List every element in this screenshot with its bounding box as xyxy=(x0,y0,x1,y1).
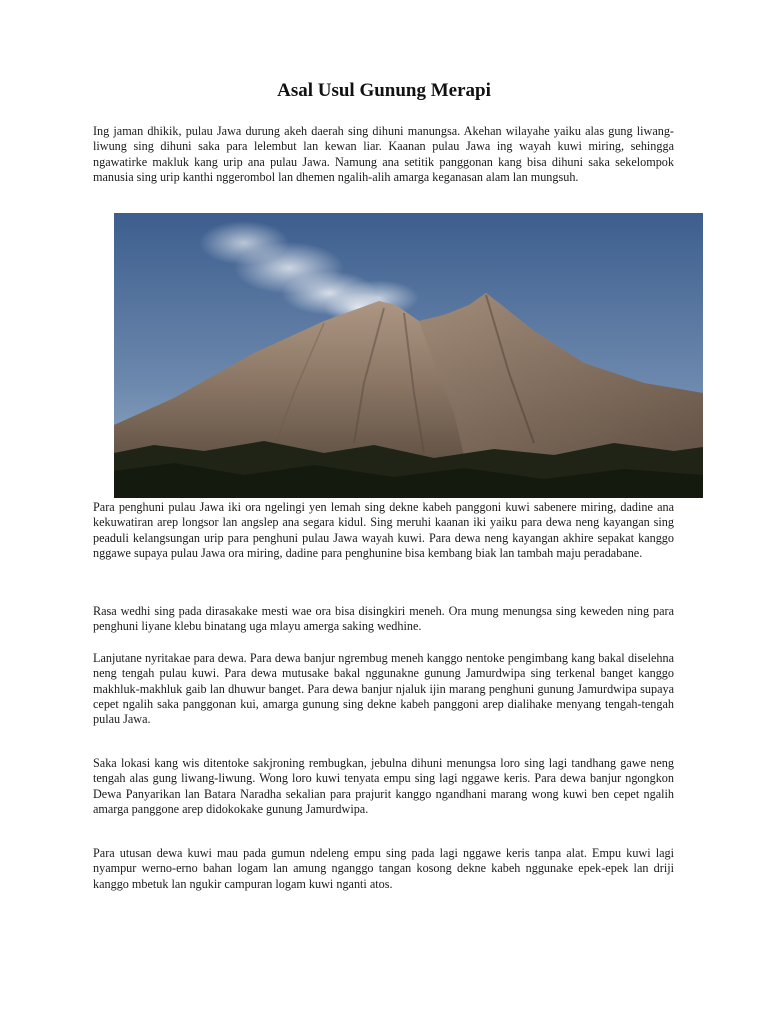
volcano-photo xyxy=(114,213,703,498)
paragraph: Lanjutane nyritakae para dewa. Para dewa banjur ngrembug meneh kanggo nentoke pengimbang kang bakal diselehna neng tengah pulau kuwi. Para dewa mutusake bakal nggunakne gunung Jamurdwipa sing terkenal banget kanggo makhluk-makhluk gaib lan dhuwur banget. Para dewa banjur njaluk ijin marang penghuni gunung Jamurdwipa supaya cepet ngalih saka panggonan kui, amarga gunung sing dekne kabeh panggoni arep dialihake menyang tengah-tengah pulau Jawa. xyxy=(93,651,674,727)
paragraph: Para utusan dewa kuwi mau pada gumun ndeleng empu sing pada lagi nggawe keris tanpa alat. Empu kuwi lagi nyampur werno-erno bahan logam lan amung nganggo tangan kosong dekne kabeh nggunake epek-epek lan driji kanggo mbetuk lan ngukir campuran logam kuwi nganti atos. xyxy=(93,846,674,891)
paragraph: Saka lokasi kang wis ditentoke sakjroning rembugkan, jebulna dihuni menungsa loro sing lagi tandhang gawe neng tengah alas gung liwang-liwung. Wong loro kuwi tenyata empu sing lagi nggawe keris. Para dewa banjur ngongkon Dewa Panyarikan lan Batara Naradha sekalian para prajurit kanggo ngandhani marang wong kuwi ben cepet ngalih amarga panggone arep didokokake gunung Jamurdwipa. xyxy=(93,756,674,816)
paragraph: Para penghuni pulau Jawa iki ora ngelingi yen lemah sing dekne kabeh panggoni kuwi sabenere miring, dadine ana kekuwatiran arep longsor lan angslep ana segara kidul. Sing meruhi kaanan iki yaiku para dewa neng kayangan sing peaduli kelangsungan urip para penghuni pulau Jawa wayah kuwi. Para dewa neng kayangan akhire sepakat kanggo nggawe supaya pulau Jawa ora miring, dadine para penghunine bisa kembang biak lan tambah maju peradabane. xyxy=(93,500,674,560)
paragraph: Ing jaman dhikik, pulau Jawa durung akeh daerah sing dihuni manungsa. Akehan wilayahe yaiku alas gung liwang-liwung sing dihuni saka para lelembut lan kewan liar. Kaanan pulau Jawa ing wayah kuwi miring, sehingga ngawatirke makluk kang urip ana pulau Jawa. Namung ana setitik panggonan kang bisa dihuni saka sekelompok manusia sing urip kanthi nggerombol lan dhemen ngalih-alih amarga keganasan alam lan mungsuh. xyxy=(93,124,674,184)
page-title: Asal Usul Gunung Merapi xyxy=(277,80,491,101)
paragraph: Rasa wedhi sing pada dirasakake mesti wae ora bisa disingkiri meneh. Ora mung menungsa sing keweden ning para penghuni liyane klebu binatang uga mlayu amerga saking wedhine. xyxy=(93,604,674,634)
